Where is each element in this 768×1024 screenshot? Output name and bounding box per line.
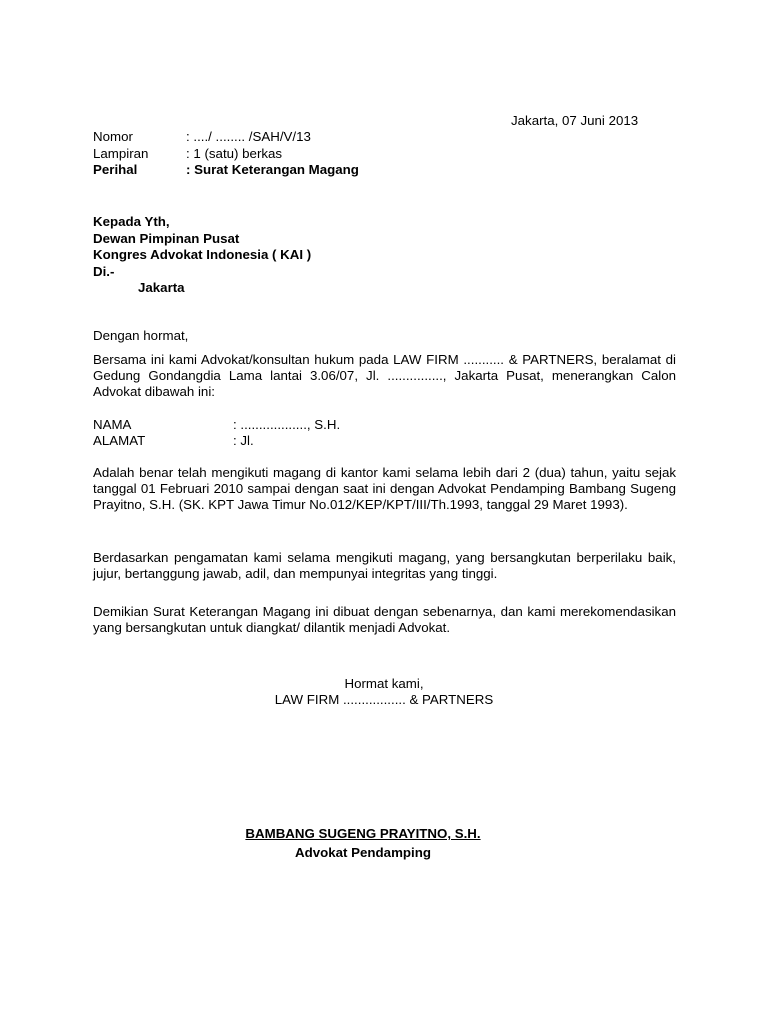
perihal-value: : Surat Keterangan Magang xyxy=(186,162,359,177)
paragraph-closing: Demikian Surat Keterangan Magang ini dibuat dengan sebenarnya, dan kami merekomendasikan yang bersangkutan untuk diangkat/ dilantik menjadi Advokat. xyxy=(93,604,676,635)
greeting: Dengan hormat, xyxy=(93,328,189,343)
recipient-city: Jakarta xyxy=(138,280,185,295)
alamat-label: ALAMAT xyxy=(93,433,146,448)
closing-salutation: Hormat kami, xyxy=(344,676,424,691)
signatory-name: BAMBANG SUGENG PRAYITNO, S.H. xyxy=(245,826,481,841)
nama-row xyxy=(93,417,676,433)
lampiran-row xyxy=(93,146,359,163)
perihal-row xyxy=(93,162,359,179)
recipient-block xyxy=(93,214,311,298)
nomor-label: Nomor xyxy=(93,129,133,144)
nomor-row xyxy=(93,129,359,146)
lampiran-label: Lampiran xyxy=(93,145,149,161)
paragraph-intro: Bersama ini kami Advokat/konsultan hukum pada LAW FIRM ........... & PARTNERS, beralamat di Gedung Gondangdia Lama lantai 3.06/07, Jl. ..............., Jakarta Pusat, menerangkan Calon Advokat dibawah ini: xyxy=(93,352,676,399)
recipient-line-4: Di.- xyxy=(93,263,115,279)
closing-firm: LAW FIRM ................. & PARTNERS xyxy=(274,692,494,707)
recipient-line-1: Kepada Yth, xyxy=(93,214,170,229)
signatory-title: Advokat Pendamping xyxy=(295,845,431,860)
letter-meta xyxy=(93,129,359,179)
alamat-value: : Jl. xyxy=(233,433,254,448)
candidate-identity xyxy=(93,417,676,449)
closing-block xyxy=(0,676,768,708)
place-date: Jakarta, 07 Juni 2013 xyxy=(511,113,639,128)
nama-label: NAMA xyxy=(93,417,132,432)
paragraph-internship: Adalah benar telah mengikuti magang di kantor kami selama lebih dari 2 (dua) tahun, yaitu sejak tanggal 01 Februari 2010 sampai dengan saat ini dengan Advokat Pendamping Bambang Sugeng Prayitno, S.H. (SK. KPT Jawa Timur No.012/KEP/KPT/III/Th.1993, tanggal 29 Maret 1993). xyxy=(93,465,676,512)
paragraph-assessment: Berdasarkan pengamatan kami selama mengikuti magang, yang bersangkutan berperilaku baik, jujur, bertanggung jawab, adil, dan mempunyai integritas yang tinggi. xyxy=(93,550,676,581)
recipient-line-2: Dewan Pimpinan Pusat xyxy=(93,230,240,246)
nomor-value: : ..../ ........ /SAH/V/13 xyxy=(186,129,311,144)
perihal-label: Perihal xyxy=(93,162,138,177)
alamat-row xyxy=(93,433,676,449)
lampiran-value: : 1 (satu) berkas xyxy=(186,145,283,161)
signature-block xyxy=(0,826,726,864)
recipient-line-3: Kongres Advokat Indonesia ( KAI ) xyxy=(93,247,312,262)
nama-value: : .................., S.H. xyxy=(233,417,341,432)
